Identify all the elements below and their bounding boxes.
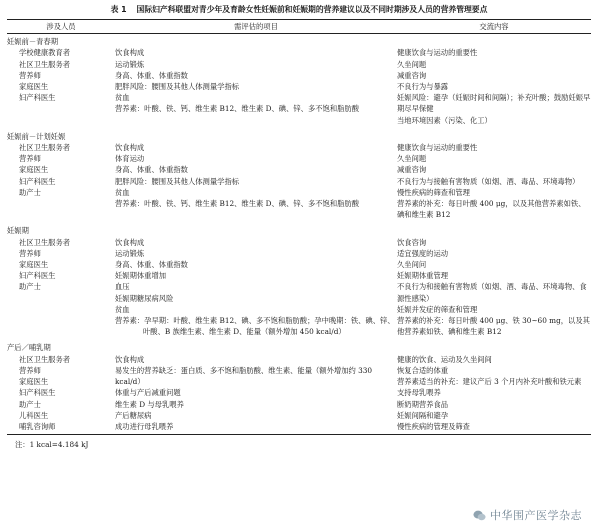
table-footnote: 注：1 kcal=4.184 kJ — [15, 440, 89, 450]
communication-item: 妊娠间隔和避孕 — [397, 410, 449, 420]
communication-item: 妊娠并发症的筛查和管理 — [397, 304, 478, 314]
assessment-item: 营养素：孕早期：叶酸、维生素 B12、碘、多不饱和脂肪酸；孕中晚期：铁、碘、锌、叶酸、B 族维生素、维生素 D、能量（额外增加 450 kcal/d） — [115, 316, 395, 337]
section-title: 产后／哺乳期 — [7, 343, 51, 353]
assessment-item: 饮食构成 — [115, 354, 145, 364]
assessment-item: 身高、体重、体重指数 — [115, 260, 188, 270]
assessment-item: 肥胖风险：腰围及其他人体测量学指标 — [115, 82, 240, 92]
person: 社区卫生服务者 — [19, 59, 71, 69]
communication-item: 营养素的补充：每日叶酸 400 μg，以及其他营养素如铁、碘和维生素 B12 — [397, 199, 586, 220]
communication-item: 断奶期营养食品 — [397, 399, 449, 409]
person: 营养师 — [19, 365, 41, 375]
journal-watermark — [473, 509, 582, 522]
assessment-item: 维生素 D 与母乳喂养 — [115, 399, 184, 409]
person: 妇产科医生 — [19, 93, 56, 103]
section-title-row — [7, 220, 591, 236]
communication-item: 营养素的补充：每日叶酸 400 μg、铁 30~60 mg，以及其他营养素如铁、碘和维生素 B12 — [397, 316, 590, 337]
communication-item: 久坐间题 — [397, 154, 427, 164]
person: 家庭医生 — [19, 165, 49, 175]
section-content-row — [7, 142, 591, 220]
assessment-item: 饮食构成 — [115, 237, 145, 247]
communication-item: 久坐间问 — [397, 260, 427, 270]
assessment-item: 产后糖尿病 — [115, 410, 152, 420]
communication-item: 妊娠风险：避孕（妊娠时间和间隔）；补充叶酸；鼓励妊娠早期尽早保健 — [397, 93, 591, 114]
communication-item: 健康饮食与运动的重要性 — [397, 143, 478, 153]
assessment-item: 贫血 — [115, 187, 130, 197]
assessment-item: 妊娠期糖尿病风险 — [115, 293, 174, 303]
communication-item: 健康饮食与运动的重要性 — [397, 48, 478, 58]
section-content-row — [7, 237, 591, 338]
items-list — [115, 142, 397, 209]
communication-list — [397, 142, 591, 220]
header-communication: 交流内容 — [397, 20, 591, 34]
person: 助产士 — [19, 282, 41, 292]
watermark-text: 中华围产医学杂志 — [490, 508, 582, 522]
people-list — [7, 354, 115, 432]
section-title: 妊娠前－青春期 — [7, 37, 59, 47]
communication-item: 营养素适当的补充：建议产后 3 个月内补充叶酸和铁元素 — [397, 377, 582, 387]
section-title-row — [7, 337, 591, 353]
person: 助产士 — [19, 399, 41, 409]
assessment-item: 运动锻炼 — [115, 59, 145, 69]
communication-item: 健康的饮食、运动及久坐间间 — [397, 354, 492, 364]
person: 营养师 — [19, 248, 41, 258]
person: 妇产科医生 — [19, 388, 56, 398]
people-list — [7, 142, 115, 198]
person: 社区卫生服务者 — [19, 237, 71, 247]
assessment-item: 营养素：叶酸、铁、钙、维生素 B12、维生素 D、碘、锌、多不饱和脂肪酸 — [115, 104, 360, 114]
assessment-item: 运动锻炼 — [115, 248, 145, 258]
person: 妇产科医生 — [19, 271, 56, 281]
assessment-item: 营养素：叶酸、铁、钙、维生素 B12、维生素 D、碘、锌、多不饱和脂肪酸 — [115, 199, 360, 209]
assessment-item: 成功进行母乳喂养 — [115, 421, 174, 431]
communication-item: 饮食咨询 — [397, 237, 427, 247]
section-content-row — [7, 354, 591, 435]
section-title: 妊娠期 — [7, 226, 29, 236]
wechat-logo-icon — [473, 509, 486, 522]
communication-item: 慢性疾病的管理及筛查 — [397, 421, 470, 431]
assessment-item: 体育运动 — [115, 154, 145, 164]
table-number: 表 1 — [110, 5, 127, 14]
communication-item: 久坐间题 — [397, 59, 427, 69]
person: 社区卫生服务者 — [19, 354, 71, 364]
person: 助产士 — [19, 187, 41, 197]
nutrition-table — [7, 19, 591, 435]
communication-item: 减重咨询 — [397, 70, 427, 80]
communication-item: 妊娠期体重管理 — [397, 271, 449, 281]
communication-item: 支持母乳喂养 — [397, 388, 441, 398]
header-people: 涉及人员 — [7, 20, 115, 34]
person: 社区卫生服务者 — [19, 143, 71, 153]
items-list — [115, 47, 397, 114]
assessment-item: 妊娠期体重增加 — [115, 271, 167, 281]
assessment-item: 身高、体重、体重指数 — [115, 165, 188, 175]
person: 学校健康教育者 — [19, 48, 71, 58]
assessment-item: 饮食构成 — [115, 48, 145, 58]
communication-list — [397, 47, 591, 125]
communication-list — [397, 354, 591, 432]
table-caption — [7, 4, 591, 16]
communication-item: 不良行为与接触有害物质（如烟、酒、毒品、环境毒物） — [397, 176, 580, 186]
assessment-item: 肥胖风险：腰围及其他人体测量学指标 — [115, 176, 240, 186]
communication-item: 慢性疾病的筛查和管理 — [397, 187, 470, 197]
assessment-item: 体重与产后减重问题 — [115, 388, 181, 398]
items-list — [115, 237, 397, 338]
assessment-item: 易发生的营养缺乏：蛋白质、多不饱和脂肪酸、维生素、能量（额外增加约 330 kcal/d） — [115, 365, 373, 387]
person: 儿科医生 — [19, 410, 49, 420]
assessment-item: 贫血 — [115, 93, 130, 103]
communication-list — [397, 237, 591, 338]
header-items: 需评估的项目 — [115, 20, 397, 34]
assessment-item: 血压 — [115, 282, 130, 292]
assessment-item: 贫血 — [115, 304, 130, 314]
communication-item: 当地环境因素（污染、化工） — [397, 115, 492, 125]
table-body — [7, 34, 591, 435]
section-title-row — [7, 126, 591, 142]
communication-item: 不良行为和接触有害物质（如烟、酒、毒品、环境毒物、食源性感染） — [397, 282, 587, 303]
person: 营养师 — [19, 70, 41, 80]
table-title: 国际妇产科联盟对青少年及育龄女性妊娠前和妊娠期的营养建议以及不同时期涉及人员的营养管理要点 — [136, 5, 488, 14]
people-list — [7, 237, 115, 293]
section-content-row — [7, 47, 591, 125]
items-list — [115, 354, 397, 432]
person: 哺乳咨询师 — [19, 421, 56, 431]
communication-item: 恢复合适的体重 — [397, 365, 449, 375]
person: 家庭医生 — [19, 260, 49, 270]
communication-item: 不良行为与暴露 — [397, 82, 449, 92]
people-list — [7, 47, 115, 103]
section-title: 妊娠前－计划妊娠 — [7, 131, 66, 141]
person: 营养师 — [19, 154, 41, 164]
assessment-item: 身高、体重、体重指数 — [115, 70, 188, 80]
person: 家庭医生 — [19, 377, 49, 387]
assessment-item: 饮食构成 — [115, 143, 145, 153]
person: 家庭医生 — [19, 82, 49, 92]
table-header-row — [7, 20, 591, 34]
communication-item: 减重咨询 — [397, 165, 427, 175]
section-title-row — [7, 34, 591, 48]
person: 妇产科医生 — [19, 176, 56, 186]
communication-item: 适宜强度的运动 — [397, 248, 449, 258]
